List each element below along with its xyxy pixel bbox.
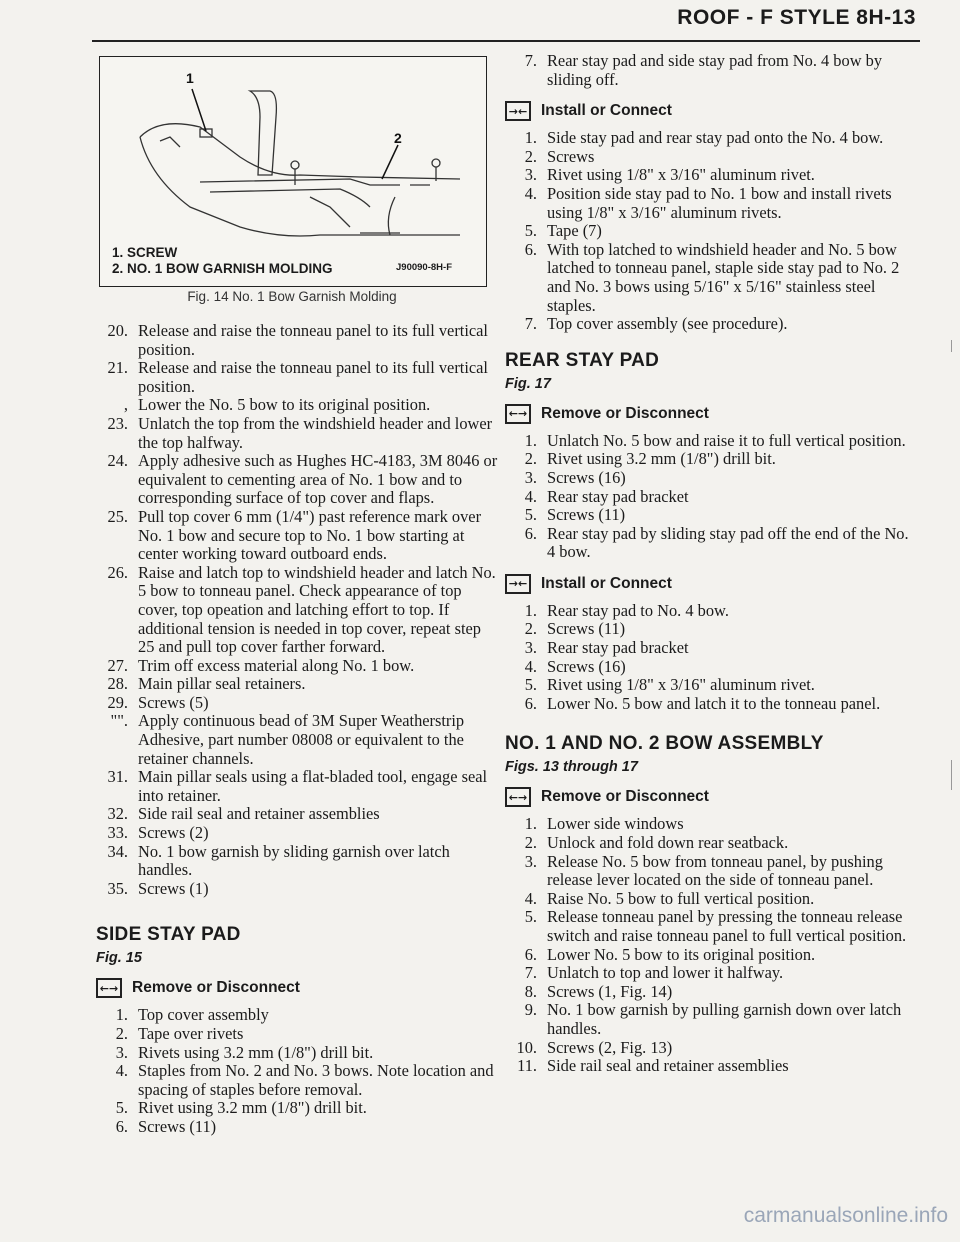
step-text: Rivet using 3.2 mm (1/8") drill bit. <box>138 1098 367 1118</box>
step-number: 1. <box>524 814 537 834</box>
step-text: Main pillar seals using a flat-bladed tool, engage seal into retainer. <box>138 767 488 805</box>
step-text: Tape over rivets <box>138 1024 244 1043</box>
step-item <box>505 469 917 488</box>
section-fig-ref: Fig. 17 <box>505 375 551 392</box>
remove-arrows-icon: ←→ <box>96 978 122 998</box>
step-number: 5. <box>524 505 537 525</box>
step-number: 25. <box>107 506 128 526</box>
step-item <box>96 508 500 564</box>
step-number: , <box>123 395 128 415</box>
step-text: Screws (16) <box>547 467 626 487</box>
step-item <box>505 1039 917 1058</box>
step-number: 4. <box>524 656 537 676</box>
side-stay-steps-list <box>96 1006 500 1136</box>
step-text: Lower No. 5 bow to its original position. <box>547 944 816 964</box>
install-connect-heading <box>505 574 917 594</box>
step-text: Staples from No. 2 and No. 3 bows. Note location and spacing of staples before removal. <box>138 1061 494 1099</box>
step-text: Lower side windows <box>547 814 684 834</box>
step-number: 6. <box>524 944 537 964</box>
step-text: Top cover assembly <box>138 1005 269 1025</box>
step-item <box>505 52 917 89</box>
step-item <box>505 695 917 714</box>
step-number: 4. <box>524 486 537 506</box>
bow-steps-list <box>505 815 917 1075</box>
step-item <box>505 185 917 222</box>
rear-stay-section <box>505 350 917 714</box>
install-connect-heading <box>505 101 917 121</box>
step-text: Rivets using 3.2 mm (1/8") drill bit. <box>138 1042 374 1062</box>
step-number: "". <box>110 711 128 731</box>
step-text: Apply adhesive such as Hughes HC-4183, 3M 8046 or equivalent to cementing area of No. 1 bow and to corresponding surface of top cover and flaps. <box>138 451 498 508</box>
step-number: 2. <box>524 619 537 639</box>
step-item <box>96 415 500 452</box>
step-item <box>96 1062 500 1099</box>
step-text: Rear stay pad bracket <box>547 638 689 658</box>
step-text: Screws <box>547 146 595 166</box>
step-number: 5. <box>115 1098 128 1118</box>
step-text: Release No. 5 bow from tonneau panel, by pushing release lever located on the side of tonneau panel. <box>547 851 883 890</box>
step-text: Rear stay pad by sliding stay pad off the end of the No. 4 bow. <box>547 523 909 562</box>
left-column <box>96 322 500 1137</box>
step-number: 8. <box>524 981 537 1001</box>
step-item <box>505 432 917 451</box>
step-text: Rear stay pad and side stay pad from No. 4 bow by sliding off. <box>547 51 883 89</box>
step-number: 32. <box>107 804 128 824</box>
step-item <box>505 946 917 965</box>
step-item <box>96 675 500 694</box>
figure-code: J90090-8H-F <box>396 262 452 273</box>
bow-assembly-section <box>505 733 917 1075</box>
step-number: 34. <box>107 841 128 861</box>
step-text: Unlatch No. 5 bow and raise it to full vertical position. <box>547 430 906 450</box>
step-item <box>505 148 917 167</box>
watermark: carmanualsonline.info <box>743 1204 948 1227</box>
step-text: Lower the No. 5 bow to its original position. <box>138 395 431 415</box>
step-number: 2. <box>524 146 537 166</box>
page-header: ROOF - F STYLE 8H-13 <box>677 6 916 29</box>
step-item <box>505 1057 917 1076</box>
step-text: Tape (7) <box>547 221 602 241</box>
step-text: No. 1 bow garnish by pulling garnish down over latch handles. <box>547 1000 902 1038</box>
step-item <box>505 676 917 695</box>
section-title: SIDE STAY PAD <box>96 924 241 946</box>
step-item <box>96 768 500 805</box>
step-text: Lower No. 5 bow and latch it to the tonneau panel. <box>547 693 881 713</box>
section-title: REAR STAY PAD <box>505 349 660 371</box>
step-text: Apply continuous bead of 3M Super Weatherstrip Adhesive, part number 08008 or equivalent to the retainer channels. <box>138 711 465 768</box>
step-number: 3. <box>524 165 537 185</box>
step-item <box>505 222 917 241</box>
step-text: Rear stay pad bracket <box>547 486 689 506</box>
step-item <box>505 129 917 148</box>
step-text: Screws (1, Fig. 14) <box>547 981 673 1001</box>
step-item <box>96 805 500 824</box>
step-text: Trim off excess material along No. 1 bow. <box>138 655 415 675</box>
step-number: 29. <box>107 692 128 712</box>
step-item <box>96 657 500 676</box>
step-item <box>96 712 500 768</box>
step-text: Side rail seal and retainer assemblies <box>547 1056 789 1076</box>
action-label: Remove or Disconnect <box>132 979 300 997</box>
margin-mark <box>951 340 952 352</box>
step-text: Screws (11) <box>547 505 626 525</box>
step-item <box>505 450 917 469</box>
step-item <box>96 694 500 713</box>
step-item <box>505 525 917 562</box>
step-text: Rear stay pad to No. 4 bow. <box>547 600 729 620</box>
step-text: Side rail seal and retainer assemblies <box>138 804 380 824</box>
step-text: Position side stay pad to No. 1 bow and install rivets using 1/8" x 3/16" aluminum rivets. <box>547 183 892 222</box>
right-top-steps-list <box>505 52 917 89</box>
step-number: 10. <box>516 1037 537 1057</box>
figure-14 <box>99 56 487 287</box>
step-item <box>505 890 917 909</box>
step-text: Screws (11) <box>138 1116 217 1136</box>
step-number: 5. <box>524 907 537 927</box>
figure-legend <box>112 245 333 277</box>
step-item <box>96 843 500 880</box>
step-item <box>96 396 500 415</box>
step-number: 4. <box>524 888 537 908</box>
section-title: NO. 1 AND NO. 2 BOW ASSEMBLY <box>505 733 824 755</box>
step-number: 9. <box>524 1000 537 1020</box>
step-number: 3. <box>524 467 537 487</box>
remove-disconnect-heading <box>96 978 500 998</box>
step-number: 11. <box>517 1056 537 1076</box>
step-item <box>505 241 917 315</box>
step-text: Unlatch the top from the windshield header and lower the top halfway. <box>138 413 493 452</box>
install-steps-list <box>505 129 917 334</box>
step-number: 4. <box>115 1061 128 1081</box>
margin-mark <box>951 760 952 790</box>
step-number: 6. <box>115 1116 128 1136</box>
step-item <box>505 853 917 890</box>
step-item <box>96 1118 500 1137</box>
step-item <box>96 880 500 899</box>
step-item <box>505 488 917 507</box>
step-number: 7. <box>524 314 537 334</box>
step-text: Screws (1) <box>138 878 209 898</box>
step-item <box>505 639 917 658</box>
step-number: 21. <box>107 358 128 378</box>
step-text: Pull top cover 6 mm (1/4") past reference mark over No. 1 bow and secure top to No. 1 bow starting at center working toward outboard ends. <box>138 506 482 564</box>
action-label: Install or Connect <box>541 574 672 592</box>
step-number: 1. <box>524 430 537 450</box>
step-number: 2. <box>524 449 537 469</box>
remove-arrows-icon: ←→ <box>505 404 531 424</box>
step-text: Release and raise the tonneau panel to its full vertical position. <box>138 321 488 359</box>
step-item <box>96 1044 500 1063</box>
step-text: Screws (2, Fig. 13) <box>547 1037 673 1057</box>
step-text: Release and raise the tonneau panel to its full vertical position. <box>138 358 488 396</box>
step-number: 6. <box>524 693 537 713</box>
step-number: 20. <box>107 321 128 340</box>
step-number: 7. <box>524 963 537 983</box>
header-rule <box>92 40 920 42</box>
step-number: 5. <box>524 675 537 695</box>
step-number: 33. <box>107 823 128 843</box>
step-text: Raise No. 5 bow to full vertical position. <box>547 888 815 908</box>
step-item <box>505 602 917 621</box>
step-text: Screws (2) <box>138 823 209 843</box>
step-item <box>505 908 917 945</box>
step-number: 4. <box>524 183 537 203</box>
callout-1: 1 <box>186 70 194 86</box>
step-number: 1. <box>524 128 537 148</box>
remove-arrows-icon: ←→ <box>505 787 531 807</box>
callout-2: 2 <box>394 130 402 146</box>
step-item <box>505 620 917 639</box>
action-label: Remove or Disconnect <box>541 404 709 422</box>
section-fig-ref: Figs. 13 through 17 <box>505 759 638 776</box>
step-item <box>505 506 917 525</box>
step-number: 1. <box>115 1005 128 1025</box>
step-text: Rivet using 3.2 mm (1/8") drill bit. <box>547 449 776 469</box>
step-text: Screws (16) <box>547 656 626 676</box>
legend-item: 1. SCREW <box>112 245 178 260</box>
step-text: Rivet using 1/8" x 3/16" aluminum rivet. <box>547 675 815 695</box>
side-stay-section <box>96 924 500 1136</box>
rear-install-steps-list <box>505 602 917 714</box>
step-text: Screws (5) <box>138 692 209 712</box>
step-number: 2. <box>524 833 537 853</box>
step-text: Side stay pad and rear stay pad onto the No. 4 bow. <box>547 128 884 148</box>
step-item <box>505 166 917 185</box>
section-fig-ref: Fig. 15 <box>96 950 142 967</box>
step-item <box>505 315 917 334</box>
step-text: Screws (11) <box>547 619 626 639</box>
step-number: 28. <box>107 674 128 694</box>
install-arrows-icon: →← <box>505 101 531 121</box>
step-item <box>96 359 500 396</box>
step-text: Raise and latch top to windshield header and latch No. 5 bow to tonneau panel. Check appearance of top cover, top opeation and latching effort to top. If additional tension is needed in top cover, repeat step 25 and pull top cover farther forward. <box>138 562 496 657</box>
step-item <box>505 1001 917 1038</box>
step-number: 7. <box>524 51 537 70</box>
step-item <box>505 815 917 834</box>
step-number: 5. <box>524 221 537 241</box>
left-steps-list <box>96 322 500 898</box>
step-item <box>96 1006 500 1025</box>
step-text: With top latched to windshield header and No. 5 bow latched to tonneau panel, staple side stay pad to No. 2 and No. 3 bows using 5/16" x 5/16" stainless steel staples. <box>547 239 900 315</box>
install-arrows-icon: →← <box>505 574 531 594</box>
step-item <box>96 1025 500 1044</box>
right-column <box>505 52 917 1076</box>
step-text: Top cover assembly (see procedure). <box>547 314 788 334</box>
step-text: Release tonneau panel by pressing the tonneau release switch and raise tonneau panel to full vertical position. <box>547 907 907 945</box>
step-number: 3. <box>115 1042 128 1062</box>
step-item <box>96 452 500 508</box>
step-item <box>505 964 917 983</box>
legend-item: 2. NO. 1 BOW GARNISH MOLDING <box>112 261 333 276</box>
step-item <box>96 322 500 359</box>
remove-disconnect-heading <box>505 404 917 424</box>
step-item <box>505 983 917 1002</box>
step-text: Main pillar seal retainers. <box>138 674 306 694</box>
step-number: 24. <box>107 451 128 471</box>
step-text: No. 1 bow garnish by sliding garnish over latch handles. <box>138 841 450 880</box>
step-number: 6. <box>524 523 537 543</box>
figure-caption: Fig. 14 No. 1 Bow Garnish Molding <box>187 289 397 304</box>
step-text: Unlatch to top and lower it halfway. <box>547 963 784 983</box>
step-number: 23. <box>107 413 128 433</box>
step-text: Rivet using 1/8" x 3/16" aluminum rivet. <box>547 165 815 185</box>
step-item <box>505 658 917 677</box>
step-item <box>505 834 917 853</box>
step-item <box>96 1099 500 1118</box>
step-text: Unlock and fold down rear seatback. <box>547 833 789 853</box>
step-number: 3. <box>524 851 537 871</box>
step-number: 27. <box>107 655 128 675</box>
remove-disconnect-heading <box>505 787 917 807</box>
step-number: 31. <box>107 767 128 787</box>
step-number: 35. <box>107 878 128 898</box>
step-number: 26. <box>107 562 128 582</box>
step-number: 3. <box>524 638 537 658</box>
step-number: 1. <box>524 600 537 620</box>
rear-remove-steps-list <box>505 432 917 562</box>
action-label: Remove or Disconnect <box>541 788 709 806</box>
step-item <box>96 564 500 657</box>
action-label: Install or Connect <box>541 102 672 120</box>
step-item <box>96 824 500 843</box>
step-number: 6. <box>524 239 537 259</box>
step-number: 2. <box>115 1024 128 1043</box>
